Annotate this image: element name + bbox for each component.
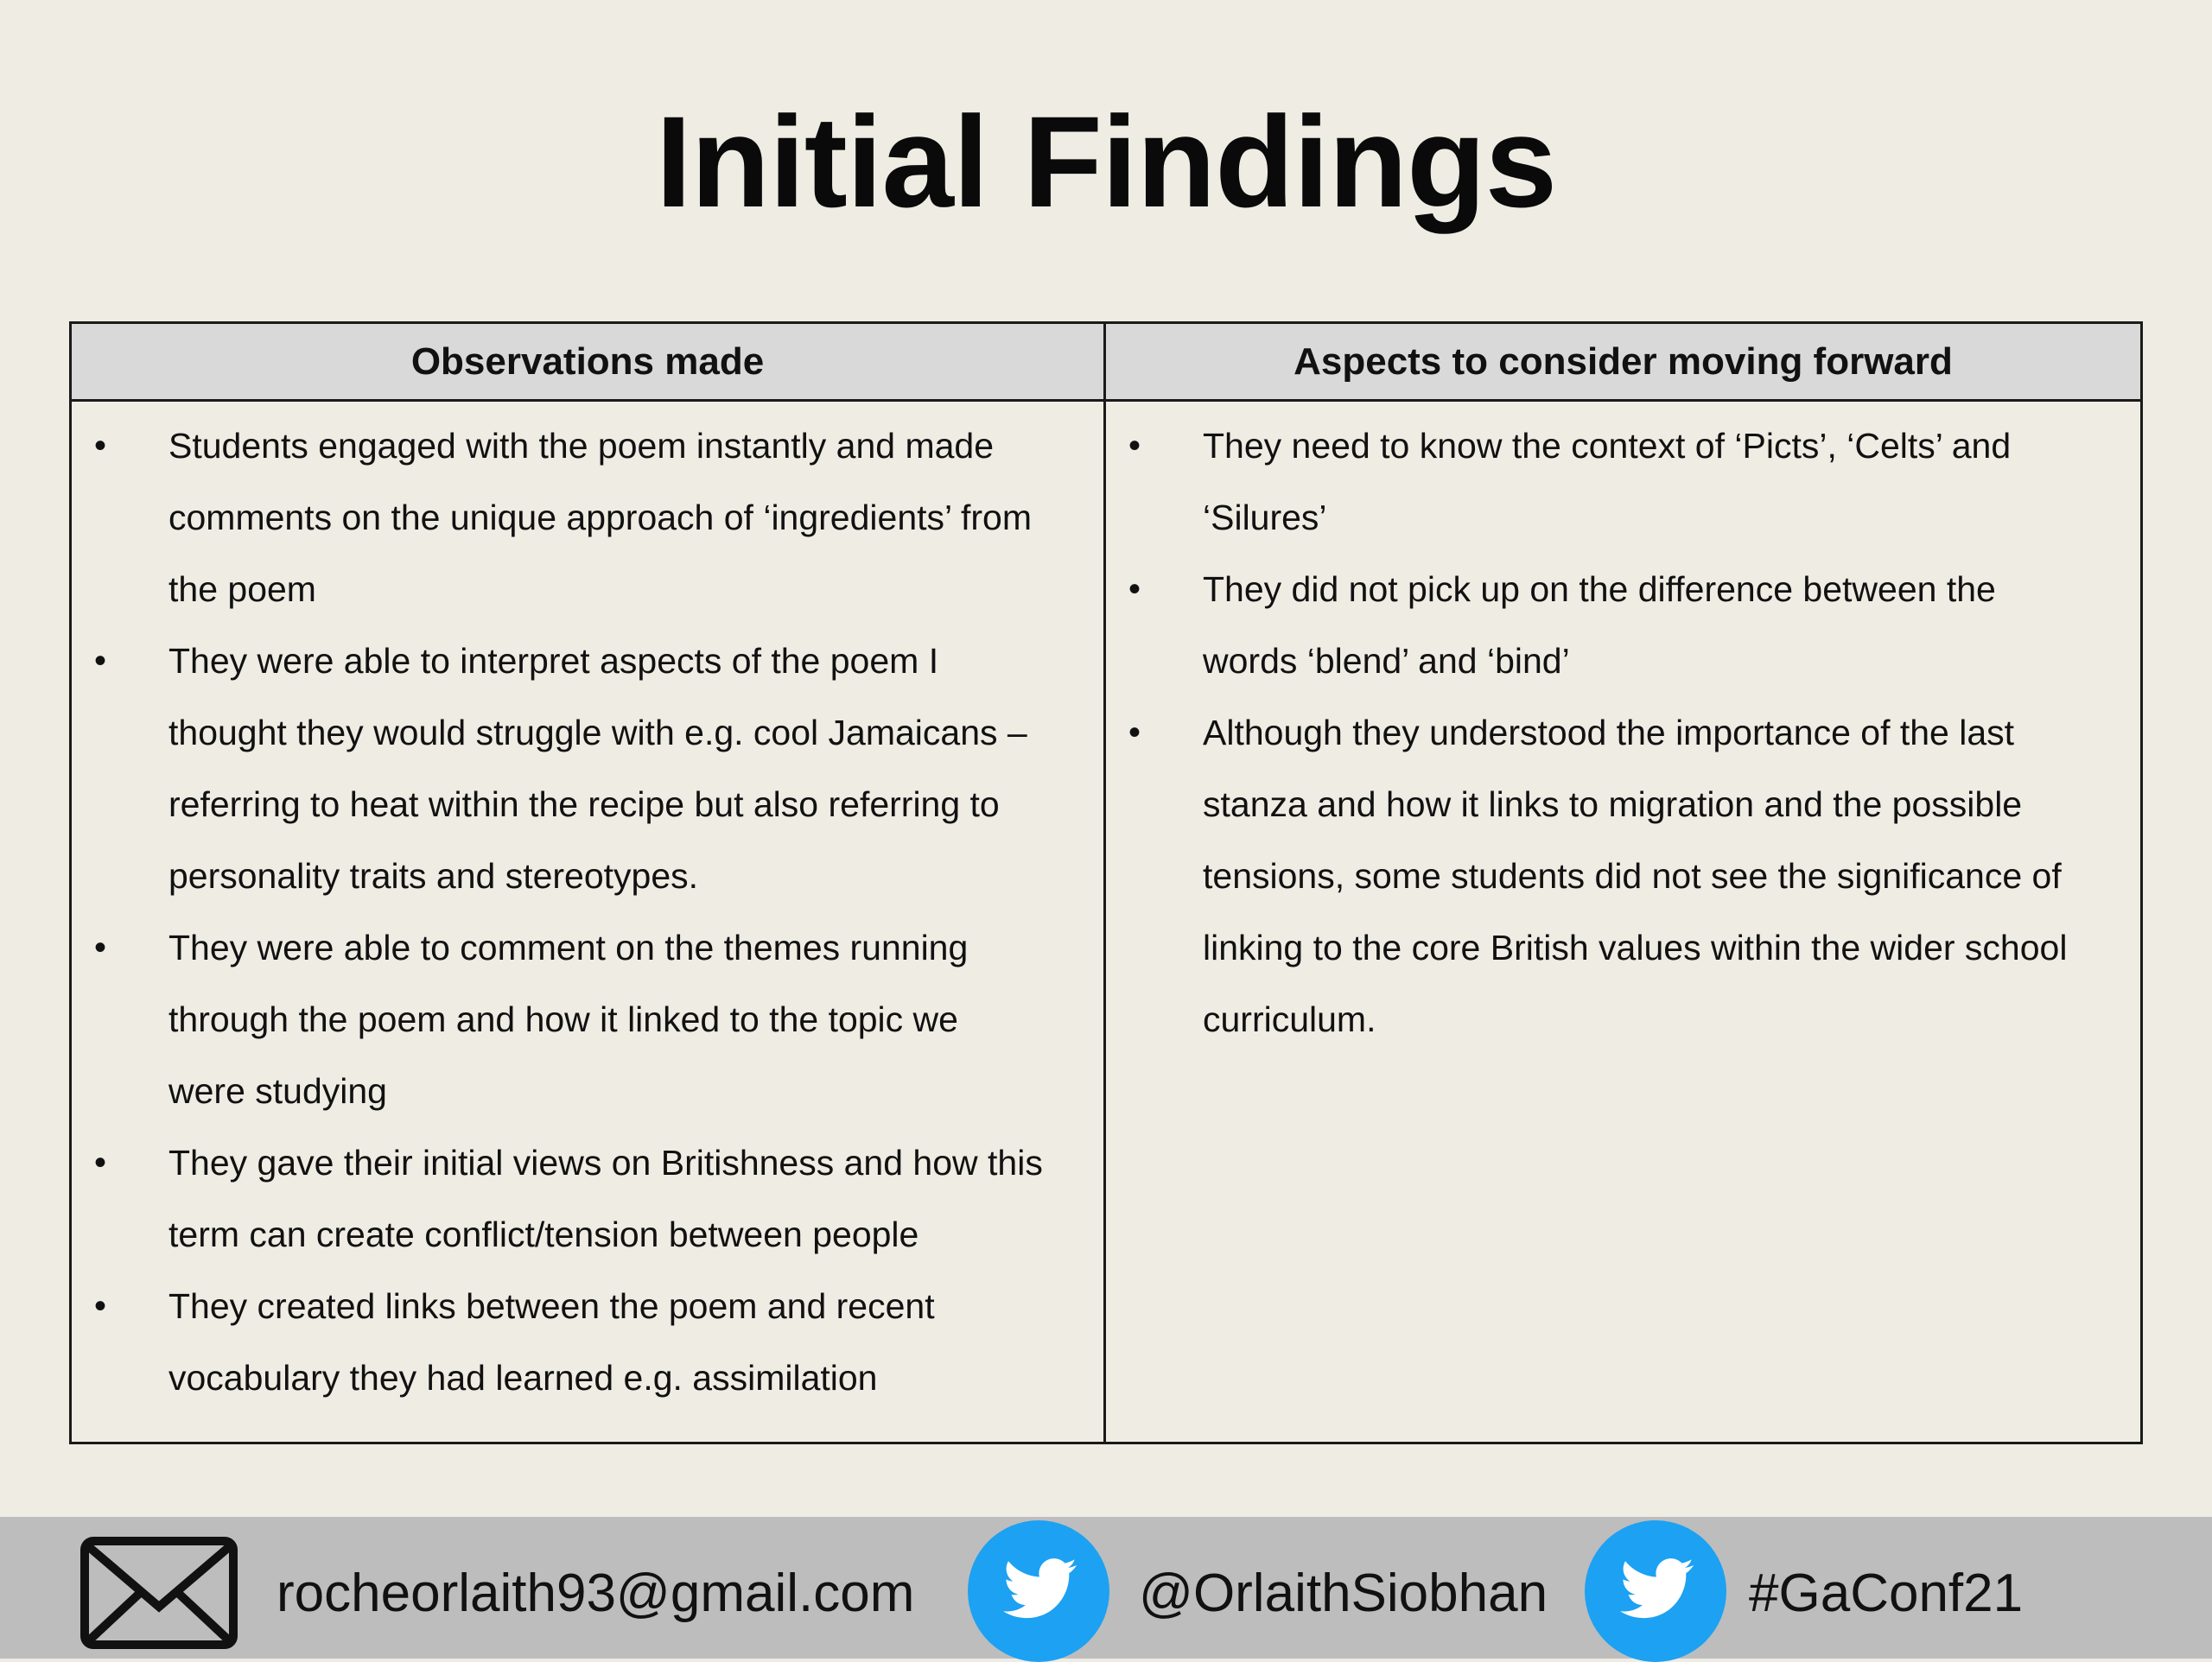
list-item-line: They did not pick up on the difference between the: [1203, 569, 1996, 609]
list-item-line: comments on the unique approach of ‘ingredients’ from: [168, 498, 1032, 537]
list-item-line: ‘Silures’: [1203, 498, 1327, 537]
list-item: [1123, 554, 2123, 697]
list-item-line: linking to the core British values within the wider school: [1203, 928, 2068, 967]
twitter-bird-icon: [1585, 1520, 1726, 1662]
list-item-line: personality traits and stereotypes.: [168, 856, 699, 896]
aspects-cell: [1106, 402, 2140, 1442]
list-item-line: tensions, some students did not see the significance of: [1203, 856, 2062, 896]
envelope-icon: [79, 1536, 238, 1650]
list-item-line: the poem: [168, 569, 316, 609]
list-item-line: were studying: [168, 1071, 387, 1111]
header-aspects: Aspects to consider moving forward: [1106, 324, 2140, 402]
list-item-line: words ‘blend’ and ‘bind’: [1203, 641, 1570, 681]
list-item: [1123, 697, 2123, 1056]
hashtag[interactable]: #GaConf21: [1749, 1564, 2024, 1623]
bullet: •: [94, 1144, 107, 1182]
list-item-line: referring to heat within the recipe but also referring to: [168, 784, 1000, 824]
twitter-handle[interactable]: @OrlaithSiobhan: [1139, 1564, 1548, 1623]
email-address[interactable]: rocheorlaith93@gmail.com: [276, 1564, 915, 1623]
list-item-line: They were able to interpret aspects of the poem I: [168, 641, 939, 681]
bullet: •: [94, 929, 107, 967]
list-item-line: stanza and how it links to migration and the possible: [1203, 784, 2023, 824]
list-item-line: thought they would struggle with e.g. cool Jamaicans –: [168, 713, 1027, 752]
observations-list: [89, 410, 1086, 1414]
observations-cell: [72, 402, 1106, 1442]
bullet: •: [1128, 570, 1141, 608]
list-item: [89, 410, 1086, 625]
slide-title: Initial Findings: [655, 89, 1557, 234]
list-item: [89, 1127, 1086, 1271]
header-observations: Observations made: [72, 324, 1106, 402]
list-item-line: term can create conflict/tension between people: [168, 1215, 919, 1254]
list-item-line: curriculum.: [1203, 999, 1376, 1039]
list-item-line: They created links between the poem and recent: [168, 1286, 935, 1326]
bullet: •: [1128, 427, 1141, 465]
twitter-bird-icon: [968, 1520, 1109, 1662]
bullet: •: [94, 427, 107, 465]
aspects-list: [1123, 410, 2123, 1056]
list-item: [89, 1271, 1086, 1414]
list-item-line: Although they understood the importance of the last: [1203, 713, 2015, 752]
list-item: [1123, 410, 2123, 554]
list-item: [89, 912, 1086, 1127]
list-item-line: They need to know the context of ‘Picts’, ‘Celts’ and: [1203, 426, 2012, 466]
list-item: [89, 625, 1086, 912]
findings-table: [69, 321, 2143, 1444]
list-item-line: through the poem and how it linked to the topic we: [168, 999, 958, 1039]
bullet: •: [1128, 714, 1141, 752]
bullet: •: [94, 642, 107, 680]
list-item-line: vocabulary they had learned e.g. assimilation: [168, 1358, 878, 1398]
list-item-line: They were able to comment on the themes running: [168, 928, 969, 967]
list-item-line: They gave their initial views on Britishness and how this: [168, 1143, 1043, 1183]
bullet: •: [94, 1287, 107, 1325]
list-item-line: Students engaged with the poem instantly and made: [168, 426, 995, 466]
